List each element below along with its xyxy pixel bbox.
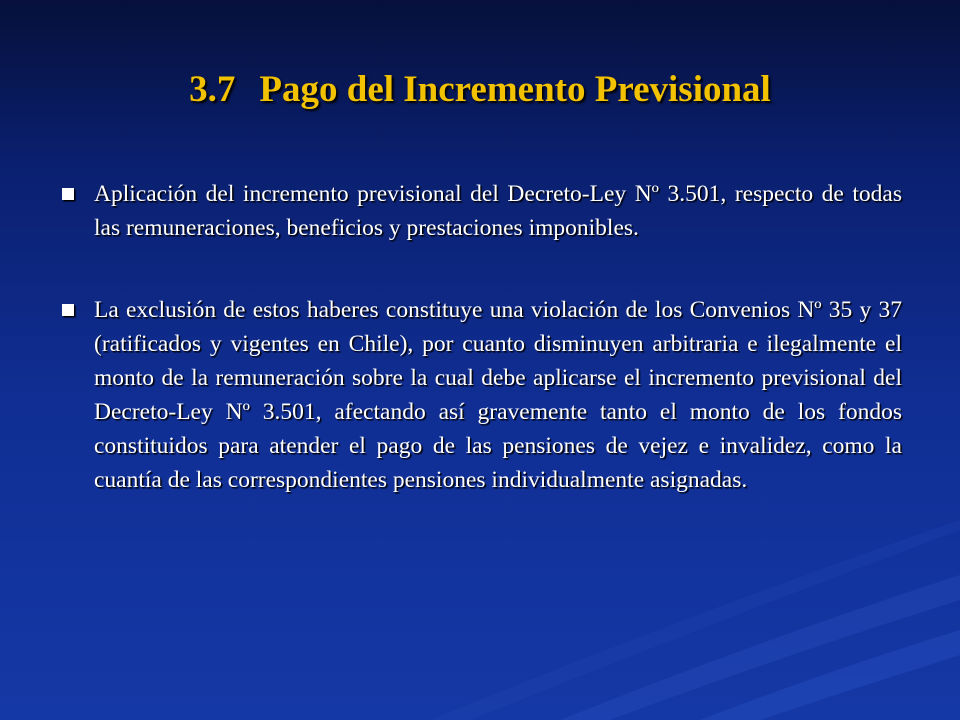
bullet-item xyxy=(60,293,902,497)
background-swoosh-2 xyxy=(700,630,960,720)
bullet-item xyxy=(60,177,902,245)
bullet-text: Aplicación del incremento previsional del Decreto-Ley Nº 3.501, respecto de todas las remuneraciones, beneficios y prestaciones imponibles. xyxy=(94,181,902,241)
square-bullet-icon xyxy=(62,188,74,200)
square-bullet-icon xyxy=(62,304,74,316)
bullet-text: La exclusión de estos haberes constituye una violación de los Convenios Nº 35 y 37 (ratificados y vigentes en Chile), por cuanto disminuyen arbitraria e ilegalmente el monto de la remuneración sobre la cual debe aplicarse el incremento previsional del Decreto-Ley Nº 3.501, afectando así gravemente tanto el monto de los fondos constituidos para atender el pago de las pensiones de vejez e invalidez, como la cuantía de las correspondientes pensiones individualmente asignadas. xyxy=(94,297,902,493)
slide-title-number: 3.7 xyxy=(189,69,236,110)
background-swoosh-3 xyxy=(430,520,960,720)
bullet-list xyxy=(60,177,902,497)
slide-title-text: Pago del Incremento Previsional xyxy=(259,69,771,110)
slide-title xyxy=(0,66,960,114)
background-swoosh-1 xyxy=(560,575,960,720)
